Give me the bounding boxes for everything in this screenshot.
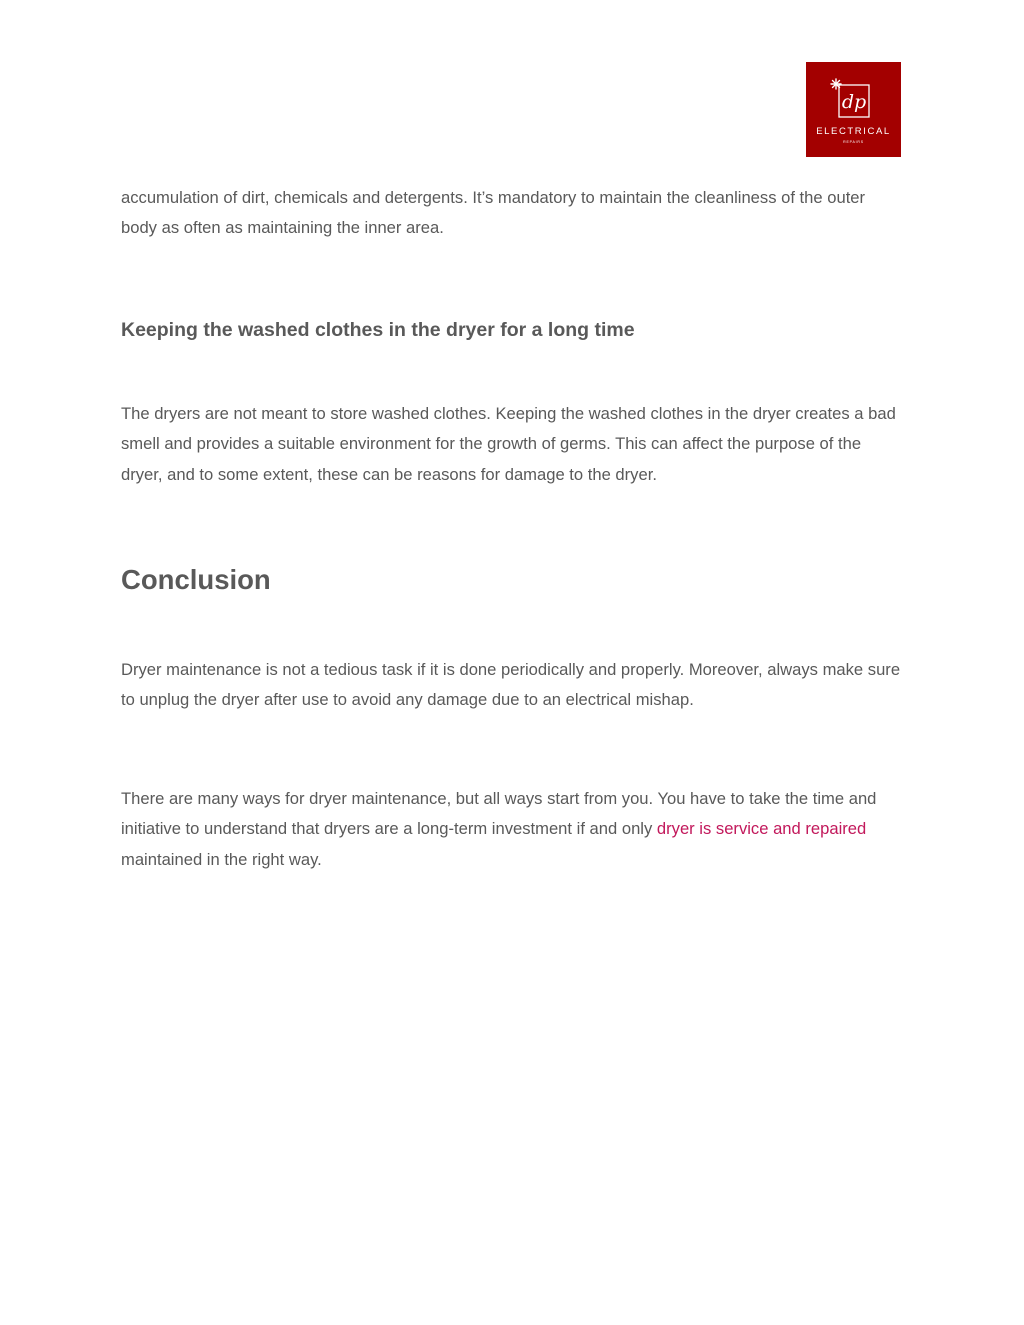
conclusion-heading: Conclusion — [121, 564, 271, 595]
conclusion-paragraph-1: Dryer maintenance is not a tedious task if it is done periodically and properly. Moreover, always make sure to unplug the dryer after use to avoid any damage due to an electrical mishap. — [121, 660, 901, 710]
brand-logo — [806, 62, 901, 157]
logo-brand-text: ELECTRICAL — [816, 126, 891, 137]
logo-monogram: dp — [841, 91, 867, 113]
section-heading-storage: Keeping the washed clothes in the dryer for a long time — [121, 319, 635, 341]
conclusion-paragraph-2 — [121, 784, 901, 875]
conclusion-paragraph-2-text-after: maintained in the right way. — [121, 849, 322, 869]
dryer-service-link[interactable]: dryer is service and repaired — [656, 819, 867, 839]
intro-paragraph: accumulation of dirt, chemicals and detergents. It’s mandatory to maintain the cleanliness of the outer body as often as maintaining the inner area. — [121, 188, 866, 238]
conclusion-paragraph-2-text-before: There are many ways for dryer maintenance, but all ways start from you. You have to take the time and initiative to understand that dryers are a long-term investment if and only — [121, 789, 877, 839]
logo-tagline: REPAIRS — [843, 140, 864, 144]
logo-graphic — [806, 62, 901, 157]
storage-paragraph: The dryers are not meant to store washed clothes. Keeping the washed clothes in the dryer creates a bad smell and provides a suitable environment for the growth of germs. This can affect the purpose of the dryer, and to some extent, these can be reasons for damage to the dryer. — [121, 404, 896, 484]
